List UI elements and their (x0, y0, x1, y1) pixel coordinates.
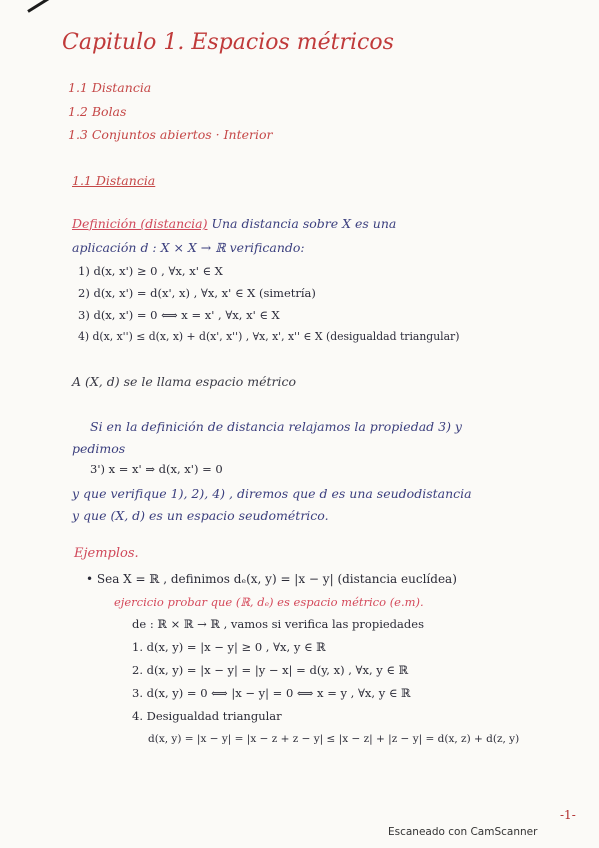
toc-item-conjuntos: 1.3 Conjuntos abiertos · Interior (68, 127, 273, 142)
definition-item-3: 3) d(x, x') = 0 ⟺ x = x' , ∀x, x' ∈ X (78, 308, 280, 322)
example-line7: 4. Desigualdad triangular (132, 709, 282, 723)
definition-item-1: 1) d(x, x') ≥ 0 , ∀x, x' ∈ X (78, 264, 223, 278)
pseudo-line1: Si en la definición de distancia relajamos la propiedad 3) y (90, 419, 462, 434)
pseudo-line5: y que (X, d) es un espacio seudométrico. (72, 508, 329, 523)
page-number: -1- (560, 808, 576, 822)
page-title: Capitulo 1. Espacios métricos (62, 30, 394, 55)
pen-stroke-mark (27, 0, 57, 13)
definition-line1 (72, 216, 396, 231)
example-line6: 3. d(x, y) = 0 ⟺ |x − y| = 0 ⟺ x = y , ∀x, y ∈ ℝ (132, 686, 411, 700)
pseudo-line3: 3') x = x' ⇒ d(x, x') = 0 (90, 462, 223, 476)
examples-title: Ejemplos. (74, 546, 139, 561)
section-heading: 1.1 Distancia (72, 173, 156, 188)
metric-space-note: A (X, d) se le llama espacio métrico (72, 374, 296, 389)
example-line5: 2. d(x, y) = |x − y| = |y − x| = d(y, x) , ∀x, y ∈ ℝ (132, 663, 409, 677)
example-line4: 1. d(x, y) = |x − y| ≥ 0 , ∀x, y ∈ ℝ (132, 640, 326, 654)
definition-line2: aplicación d : X × X → ℝ verificando: (72, 240, 305, 255)
definition-item-4: 4) d(x, x'') ≤ d(x, x) + d(x', x'') , ∀x, x', x'' ∈ X (desigualdad triangular) (78, 330, 460, 343)
toc-item-distancia: 1.1 Distancia (68, 80, 152, 95)
example-line2: ejercicio probar que (ℝ, dₑ) es espacio métrico (e.m). (114, 595, 424, 609)
definition-label: Definición (distancia) (72, 216, 208, 231)
toc-item-bolas: 1.2 Bolas (68, 104, 127, 119)
pseudo-line4: y que verifique 1), 2), 4) , diremos que d es una seudodistancia (72, 486, 472, 501)
definition-item-2: 2) d(x, x') = d(x', x) , ∀x, x' ∈ X (simetría) (78, 286, 316, 300)
example-line3: de : ℝ × ℝ → ℝ , vamos si verifica las propiedades (132, 617, 424, 631)
example-line1: • Sea X = ℝ , definimos dₑ(x, y) = |x − y| (distancia euclídea) (86, 572, 457, 586)
pseudo-line2: pedimos (72, 441, 126, 456)
example-line8: d(x, y) = |x − y| = |x − z + z − y| ≤ |x − z| + |z − y| = d(x, z) + d(z, y) (148, 733, 520, 745)
definition-text: Una distancia sobre X es una (207, 216, 397, 231)
scanner-watermark: Escaneado con CamScanner (388, 826, 538, 838)
